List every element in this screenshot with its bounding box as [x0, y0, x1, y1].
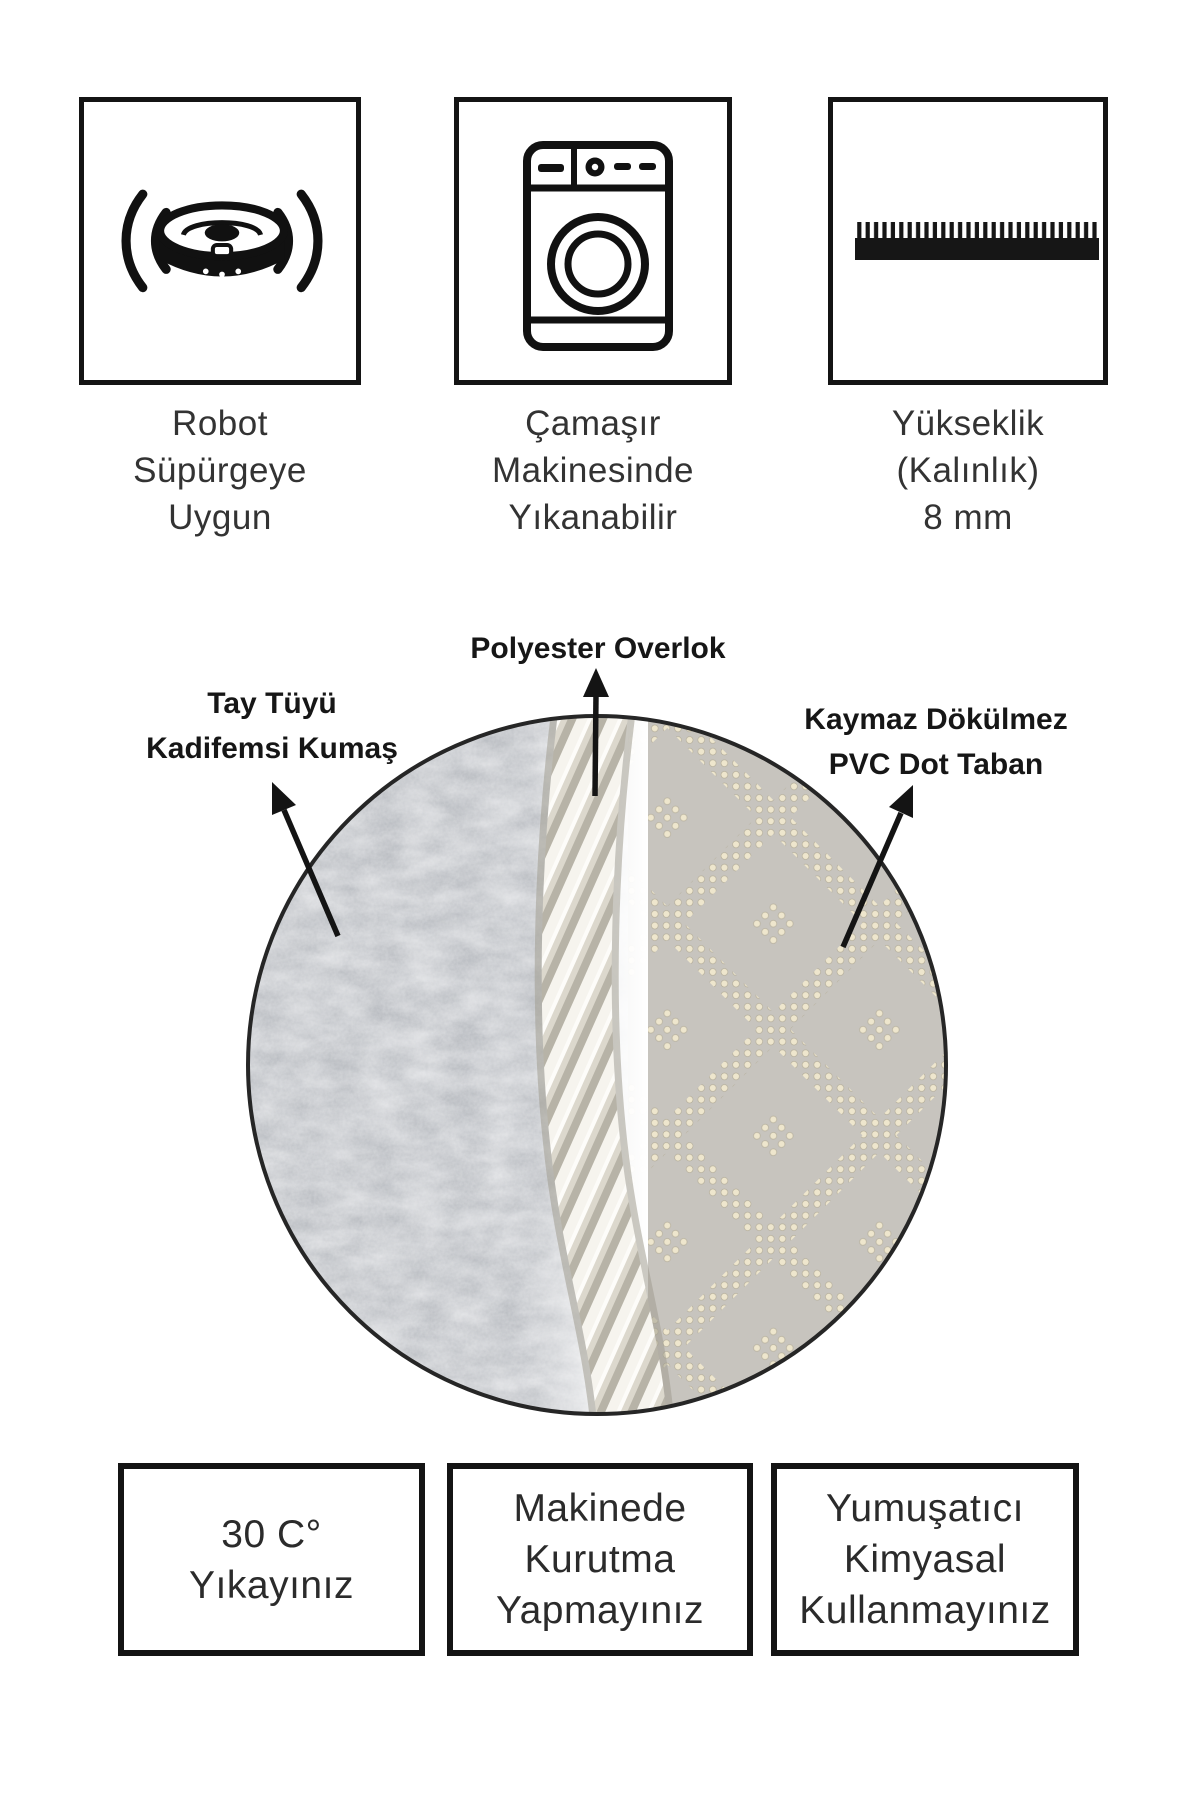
feature-label-pile-height: Yükseklik (Kalınlık) 8 mm	[891, 404, 1045, 537]
rug-sample-photo	[243, 711, 951, 1419]
feature-box-machine-washable	[454, 97, 732, 385]
washing-machine-icon	[522, 140, 674, 352]
label-tay-tuyu-kadifemsi-kumas: Tay Tüyü Kadifemsi Kumaş	[146, 687, 398, 765]
label-kaymaz-pvc-dot-taban: Kaymaz Dökülmez PVC Dot Taban	[804, 703, 1068, 781]
pile-height-icon	[855, 222, 1099, 266]
feature-label-machine-washable: Çamaşır Makinesinde Yıkanabilir	[492, 404, 694, 537]
rug-layers-image	[243, 711, 951, 1419]
feature-box-robot-vacuum	[79, 97, 361, 385]
care-box-no-softener: Yumuşatıcı Kimyasal Kullanmayınız	[771, 1463, 1079, 1656]
label-polyester-overlok: Polyester Overlok	[470, 632, 726, 665]
care-box-wash-30: 30 C° Yıkayınız	[118, 1463, 425, 1656]
robot-vacuum-icon	[96, 180, 348, 312]
feature-label-robot-vacuum: Robot Süpürgeye Uygun	[133, 404, 307, 537]
feature-box-pile-height	[828, 97, 1108, 385]
care-box-no-tumble-dry: Makinede Kurutma Yapmayınız	[447, 1463, 753, 1656]
